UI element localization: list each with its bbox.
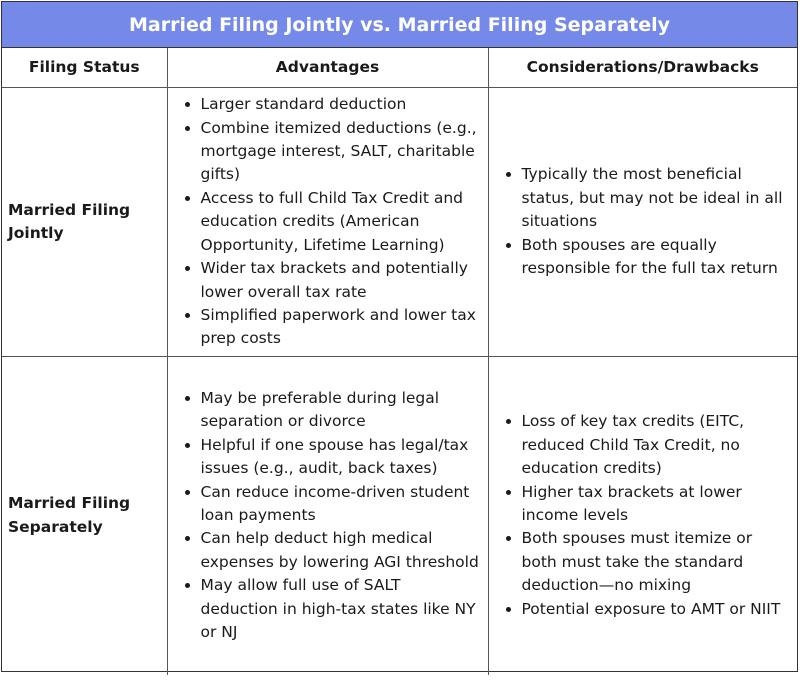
list-item: • Potential exposure to AMT or NIIT bbox=[522, 598, 791, 621]
table-row bbox=[2, 357, 797, 675]
list-item: • Can reduce income-driven student loan payments bbox=[201, 481, 481, 528]
list-item: • Access to full Child Tax Credit and education credits (American Opportunity, Lifetime Learning) bbox=[201, 187, 481, 257]
header-advantages: Advantages bbox=[167, 48, 488, 88]
list-item: • Helpful if one spouse has legal/tax issues (e.g., audit, back taxes) bbox=[201, 434, 481, 481]
comparison-table bbox=[2, 48, 797, 675]
list-item: • May be preferable during legal separation or divorce bbox=[201, 387, 481, 434]
advantages-cell bbox=[167, 357, 488, 675]
list-item: • Simplified paperwork and lower tax prep costs bbox=[201, 304, 481, 351]
list-item: • Can help deduct high medical expenses by lowering AGI threshold bbox=[201, 527, 481, 574]
header-filing-status: Filing Status bbox=[2, 48, 167, 88]
header-considerations: Considerations/Drawbacks bbox=[488, 48, 797, 88]
list-item: • Larger standard deduction bbox=[201, 93, 481, 116]
list-item: • Both spouses must itemize or both must take the standard deduction—no mixing bbox=[522, 527, 791, 597]
list-item: • Higher tax brackets at lower income levels bbox=[522, 481, 791, 528]
list-item: • Loss of key tax credits (EITC, reduced Child Tax Credit, no education credits) bbox=[522, 410, 791, 480]
list-item: • Combine itemized deductions (e.g., mortgage interest, SALT, charitable gifts) bbox=[201, 117, 481, 187]
considerations-cell bbox=[488, 88, 797, 357]
list-item: • Typically the most beneficial status, but may not be ideal in all situations bbox=[522, 163, 791, 233]
filing-status-cell: Married Filing Jointly bbox=[2, 88, 167, 357]
considerations-cell bbox=[488, 357, 797, 675]
list-item: • Both spouses are equally responsible for the full tax return bbox=[522, 234, 791, 281]
filing-status-cell: Married Filing Separately bbox=[2, 357, 167, 675]
table-row bbox=[2, 88, 797, 357]
list-item: • Wider tax brackets and potentially lower overall tax rate bbox=[201, 257, 481, 304]
comparison-table-container bbox=[1, 1, 798, 672]
list-item: • May allow full use of SALT deduction in high-tax states like NY or NJ bbox=[201, 574, 481, 644]
advantages-cell bbox=[167, 88, 488, 357]
header-row bbox=[2, 48, 797, 88]
table-title: Married Filing Jointly vs. Married Filing Separately bbox=[2, 2, 797, 48]
